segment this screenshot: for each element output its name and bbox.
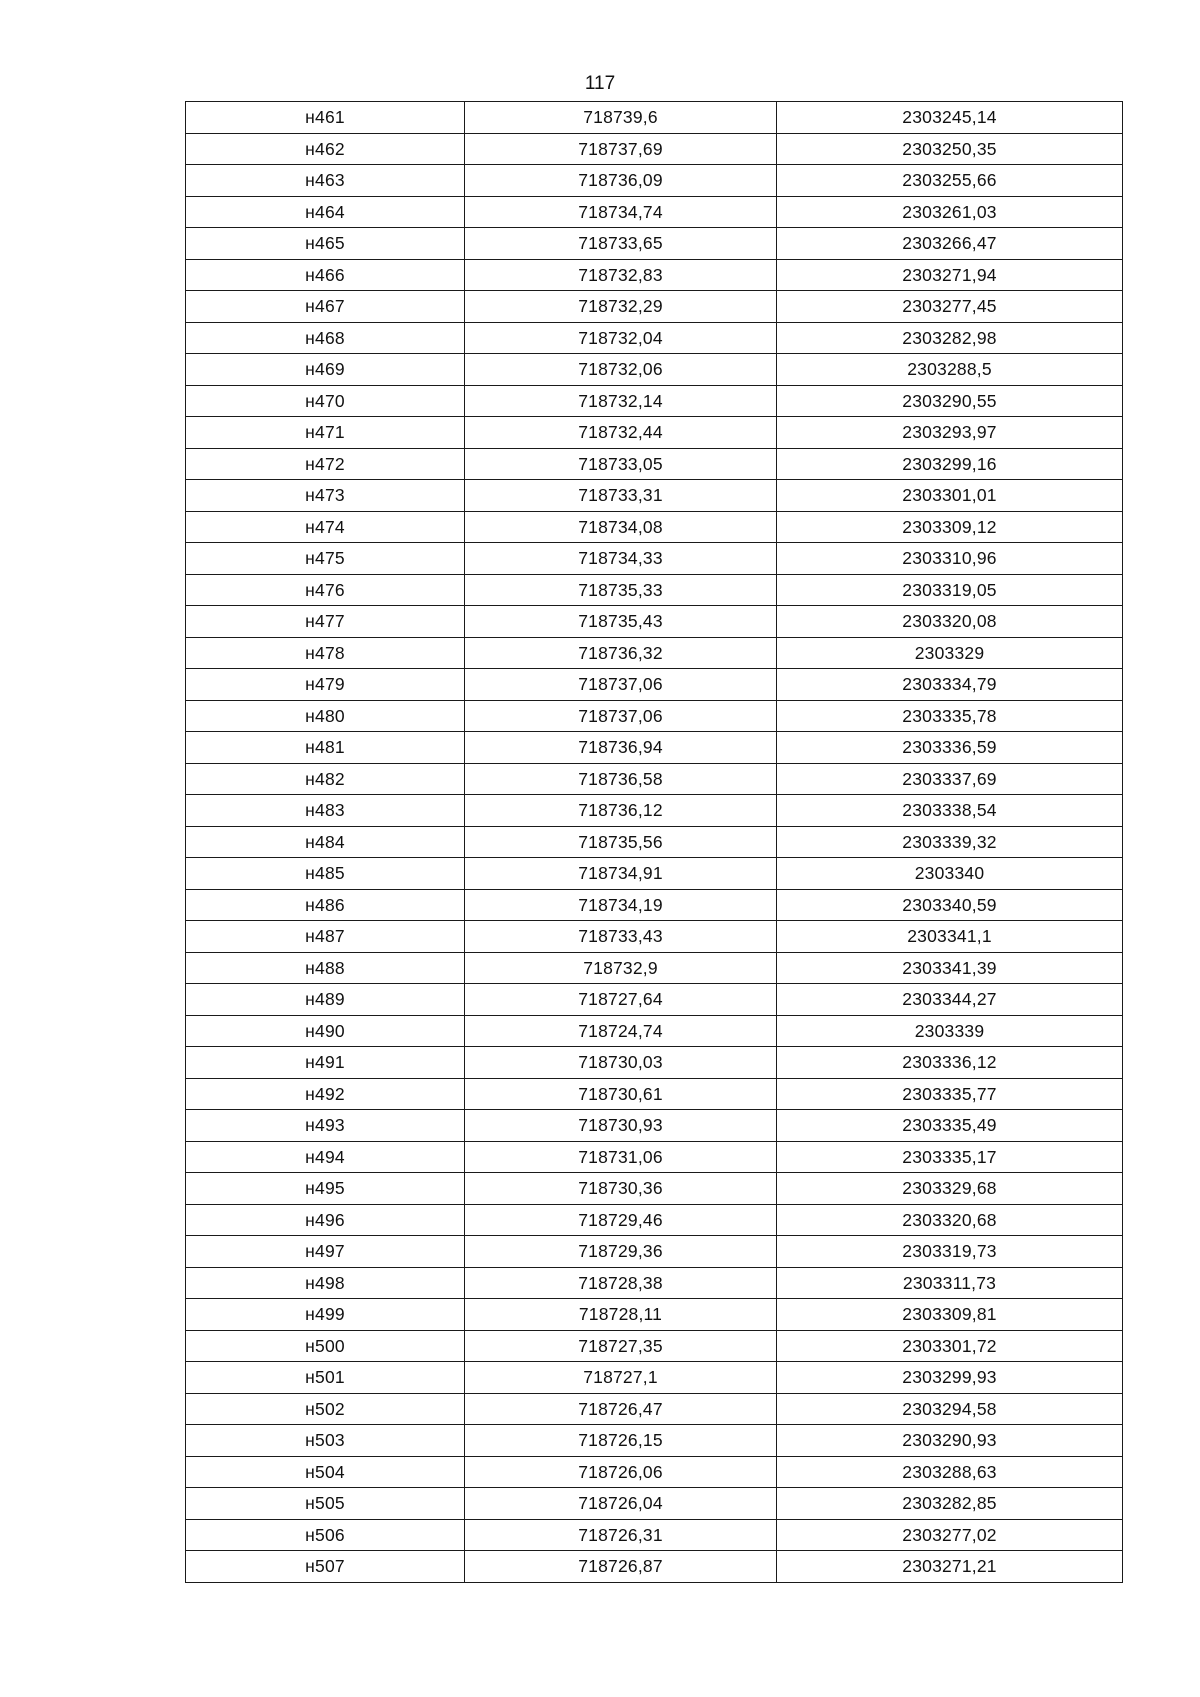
point-number-cell: н463 — [186, 165, 465, 197]
x-coordinate-cell: 718729,36 — [465, 1236, 777, 1268]
point-number-cell: н504 — [186, 1456, 465, 1488]
y-coordinate-cell: 2303319,73 — [777, 1236, 1123, 1268]
x-coordinate-cell: 718726,15 — [465, 1425, 777, 1457]
y-coordinate-cell: 2303299,16 — [777, 448, 1123, 480]
x-coordinate-cell: 718734,19 — [465, 889, 777, 921]
y-coordinate-cell: 2303290,55 — [777, 385, 1123, 417]
table-row — [186, 795, 1123, 827]
point-number-cell: н464 — [186, 196, 465, 228]
x-coordinate-cell: 718733,31 — [465, 480, 777, 512]
x-coordinate-cell: 718734,74 — [465, 196, 777, 228]
y-coordinate-cell: 2303341,1 — [777, 921, 1123, 953]
point-number-cell: н477 — [186, 606, 465, 638]
y-coordinate-cell: 2303277,02 — [777, 1519, 1123, 1551]
y-coordinate-cell: 2303288,5 — [777, 354, 1123, 386]
table-row — [186, 1551, 1123, 1583]
x-coordinate-cell: 718736,94 — [465, 732, 777, 764]
table-row — [186, 606, 1123, 638]
point-number-cell: н462 — [186, 133, 465, 165]
point-number-cell: н506 — [186, 1519, 465, 1551]
table-row — [186, 574, 1123, 606]
table-row — [186, 700, 1123, 732]
point-number-cell: н496 — [186, 1204, 465, 1236]
y-coordinate-cell: 2303250,35 — [777, 133, 1123, 165]
x-coordinate-cell: 718724,74 — [465, 1015, 777, 1047]
table-row — [186, 480, 1123, 512]
y-coordinate-cell: 2303329,68 — [777, 1173, 1123, 1205]
point-number-cell: н483 — [186, 795, 465, 827]
point-number-cell: н493 — [186, 1110, 465, 1142]
table-row — [186, 417, 1123, 449]
y-coordinate-cell: 2303335,17 — [777, 1141, 1123, 1173]
table-row — [186, 984, 1123, 1016]
y-coordinate-cell: 2303340,59 — [777, 889, 1123, 921]
point-number-cell: н473 — [186, 480, 465, 512]
x-coordinate-cell: 718732,14 — [465, 385, 777, 417]
table-row — [186, 1299, 1123, 1331]
point-number-cell: н481 — [186, 732, 465, 764]
table-row — [186, 1425, 1123, 1457]
x-coordinate-cell: 718734,91 — [465, 858, 777, 890]
x-coordinate-cell: 718726,87 — [465, 1551, 777, 1583]
table-row — [186, 637, 1123, 669]
y-coordinate-cell: 2303336,12 — [777, 1047, 1123, 1079]
point-number-cell: н465 — [186, 228, 465, 260]
table-row — [186, 448, 1123, 480]
point-number-cell: н479 — [186, 669, 465, 701]
table-row — [186, 858, 1123, 890]
x-coordinate-cell: 718733,05 — [465, 448, 777, 480]
page-number: 117 — [584, 73, 616, 94]
x-coordinate-cell: 718726,06 — [465, 1456, 777, 1488]
y-coordinate-cell: 2303261,03 — [777, 196, 1123, 228]
x-coordinate-cell: 718728,38 — [465, 1267, 777, 1299]
y-coordinate-cell: 2303335,78 — [777, 700, 1123, 732]
table-row — [186, 1488, 1123, 1520]
table-row — [186, 259, 1123, 291]
y-coordinate-cell: 2303277,45 — [777, 291, 1123, 323]
point-number-cell: н495 — [186, 1173, 465, 1205]
table-row — [186, 102, 1123, 134]
y-coordinate-cell: 2303271,94 — [777, 259, 1123, 291]
table-row — [186, 669, 1123, 701]
y-coordinate-cell: 2303299,93 — [777, 1362, 1123, 1394]
point-number-cell: н484 — [186, 826, 465, 858]
x-coordinate-cell: 718735,43 — [465, 606, 777, 638]
x-coordinate-cell: 718730,03 — [465, 1047, 777, 1079]
table-row — [186, 1330, 1123, 1362]
table-row — [186, 1204, 1123, 1236]
point-number-cell: н499 — [186, 1299, 465, 1331]
point-number-cell: н467 — [186, 291, 465, 323]
table-row — [186, 763, 1123, 795]
table-row — [186, 1362, 1123, 1394]
x-coordinate-cell: 718736,09 — [465, 165, 777, 197]
table-row — [186, 1519, 1123, 1551]
x-coordinate-cell: 718732,83 — [465, 259, 777, 291]
table-row — [186, 921, 1123, 953]
point-number-cell: н494 — [186, 1141, 465, 1173]
point-number-cell: н503 — [186, 1425, 465, 1457]
point-number-cell: н501 — [186, 1362, 465, 1394]
point-number-cell: н468 — [186, 322, 465, 354]
table-row — [186, 826, 1123, 858]
x-coordinate-cell: 718736,58 — [465, 763, 777, 795]
x-coordinate-cell: 718732,44 — [465, 417, 777, 449]
x-coordinate-cell: 718734,33 — [465, 543, 777, 575]
x-coordinate-cell: 718729,46 — [465, 1204, 777, 1236]
point-number-cell: н476 — [186, 574, 465, 606]
y-coordinate-cell: 2303338,54 — [777, 795, 1123, 827]
x-coordinate-cell: 718727,35 — [465, 1330, 777, 1362]
x-coordinate-cell: 718726,47 — [465, 1393, 777, 1425]
point-number-cell: н469 — [186, 354, 465, 386]
x-coordinate-cell: 718727,64 — [465, 984, 777, 1016]
point-number-cell: н485 — [186, 858, 465, 890]
x-coordinate-cell: 718726,31 — [465, 1519, 777, 1551]
table-row — [186, 1393, 1123, 1425]
y-coordinate-cell: 2303301,01 — [777, 480, 1123, 512]
table-row — [186, 133, 1123, 165]
y-coordinate-cell: 2303282,85 — [777, 1488, 1123, 1520]
y-coordinate-cell: 2303245,14 — [777, 102, 1123, 134]
x-coordinate-cell: 718735,56 — [465, 826, 777, 858]
y-coordinate-cell: 2303301,72 — [777, 1330, 1123, 1362]
table-row — [186, 196, 1123, 228]
y-coordinate-cell: 2303255,66 — [777, 165, 1123, 197]
point-number-cell: н490 — [186, 1015, 465, 1047]
point-number-cell: н487 — [186, 921, 465, 953]
table-row — [186, 354, 1123, 386]
x-coordinate-cell: 718737,06 — [465, 669, 777, 701]
y-coordinate-cell: 2303266,47 — [777, 228, 1123, 260]
table-row — [186, 1110, 1123, 1142]
x-coordinate-cell: 718739,6 — [465, 102, 777, 134]
point-number-cell: н497 — [186, 1236, 465, 1268]
point-number-cell: н470 — [186, 385, 465, 417]
point-number-cell: н498 — [186, 1267, 465, 1299]
y-coordinate-cell: 2303311,73 — [777, 1267, 1123, 1299]
y-coordinate-cell: 2303290,93 — [777, 1425, 1123, 1457]
table-row — [186, 1015, 1123, 1047]
table-row — [186, 889, 1123, 921]
point-number-cell: н492 — [186, 1078, 465, 1110]
y-coordinate-cell: 2303334,79 — [777, 669, 1123, 701]
x-coordinate-cell: 718733,43 — [465, 921, 777, 953]
point-number-cell: н472 — [186, 448, 465, 480]
table-row — [186, 543, 1123, 575]
y-coordinate-cell: 2303335,77 — [777, 1078, 1123, 1110]
point-number-cell: н475 — [186, 543, 465, 575]
y-coordinate-cell: 2303294,58 — [777, 1393, 1123, 1425]
point-number-cell: н461 — [186, 102, 465, 134]
y-coordinate-cell: 2303339 — [777, 1015, 1123, 1047]
x-coordinate-cell: 718726,04 — [465, 1488, 777, 1520]
y-coordinate-cell: 2303340 — [777, 858, 1123, 890]
y-coordinate-cell: 2303344,27 — [777, 984, 1123, 1016]
coordinates-table — [185, 101, 1123, 1583]
y-coordinate-cell: 2303339,32 — [777, 826, 1123, 858]
y-coordinate-cell: 2303309,81 — [777, 1299, 1123, 1331]
point-number-cell: н500 — [186, 1330, 465, 1362]
y-coordinate-cell: 2303336,59 — [777, 732, 1123, 764]
x-coordinate-cell: 718730,61 — [465, 1078, 777, 1110]
x-coordinate-cell: 718737,69 — [465, 133, 777, 165]
table-row — [186, 1267, 1123, 1299]
table-row — [186, 1173, 1123, 1205]
point-number-cell: н482 — [186, 763, 465, 795]
x-coordinate-cell: 718728,11 — [465, 1299, 777, 1331]
table-row — [186, 291, 1123, 323]
table-row — [186, 1078, 1123, 1110]
point-number-cell: н489 — [186, 984, 465, 1016]
point-number-cell: н486 — [186, 889, 465, 921]
x-coordinate-cell: 718737,06 — [465, 700, 777, 732]
x-coordinate-cell: 718732,04 — [465, 322, 777, 354]
y-coordinate-cell: 2303282,98 — [777, 322, 1123, 354]
x-coordinate-cell: 718736,32 — [465, 637, 777, 669]
y-coordinate-cell: 2303309,12 — [777, 511, 1123, 543]
y-coordinate-cell: 2303271,21 — [777, 1551, 1123, 1583]
y-coordinate-cell: 2303319,05 — [777, 574, 1123, 606]
point-number-cell: н471 — [186, 417, 465, 449]
y-coordinate-cell: 2303341,39 — [777, 952, 1123, 984]
x-coordinate-cell: 718731,06 — [465, 1141, 777, 1173]
x-coordinate-cell: 718734,08 — [465, 511, 777, 543]
x-coordinate-cell: 718732,29 — [465, 291, 777, 323]
table-row — [186, 1141, 1123, 1173]
table-row — [186, 952, 1123, 984]
table-row — [186, 165, 1123, 197]
table-row — [186, 228, 1123, 260]
x-coordinate-cell: 718730,93 — [465, 1110, 777, 1142]
x-coordinate-cell: 718732,9 — [465, 952, 777, 984]
table-row — [186, 1047, 1123, 1079]
x-coordinate-cell: 718732,06 — [465, 354, 777, 386]
x-coordinate-cell: 718733,65 — [465, 228, 777, 260]
table-row — [186, 1456, 1123, 1488]
point-number-cell: н480 — [186, 700, 465, 732]
x-coordinate-cell: 718735,33 — [465, 574, 777, 606]
point-number-cell: н478 — [186, 637, 465, 669]
x-coordinate-cell: 718727,1 — [465, 1362, 777, 1394]
point-number-cell: н466 — [186, 259, 465, 291]
point-number-cell: н502 — [186, 1393, 465, 1425]
point-number-cell: н474 — [186, 511, 465, 543]
point-number-cell: н491 — [186, 1047, 465, 1079]
table-row — [186, 511, 1123, 543]
y-coordinate-cell: 2303335,49 — [777, 1110, 1123, 1142]
table-row — [186, 732, 1123, 764]
coordinates-table-body — [186, 102, 1123, 1583]
y-coordinate-cell: 2303293,97 — [777, 417, 1123, 449]
point-number-cell: н488 — [186, 952, 465, 984]
point-number-cell: н505 — [186, 1488, 465, 1520]
x-coordinate-cell: 718736,12 — [465, 795, 777, 827]
table-row — [186, 385, 1123, 417]
x-coordinate-cell: 718730,36 — [465, 1173, 777, 1205]
table-row — [186, 1236, 1123, 1268]
y-coordinate-cell: 2303310,96 — [777, 543, 1123, 575]
y-coordinate-cell: 2303320,08 — [777, 606, 1123, 638]
y-coordinate-cell: 2303329 — [777, 637, 1123, 669]
y-coordinate-cell: 2303288,63 — [777, 1456, 1123, 1488]
table-row — [186, 322, 1123, 354]
point-number-cell: н507 — [186, 1551, 465, 1583]
y-coordinate-cell: 2303320,68 — [777, 1204, 1123, 1236]
y-coordinate-cell: 2303337,69 — [777, 763, 1123, 795]
